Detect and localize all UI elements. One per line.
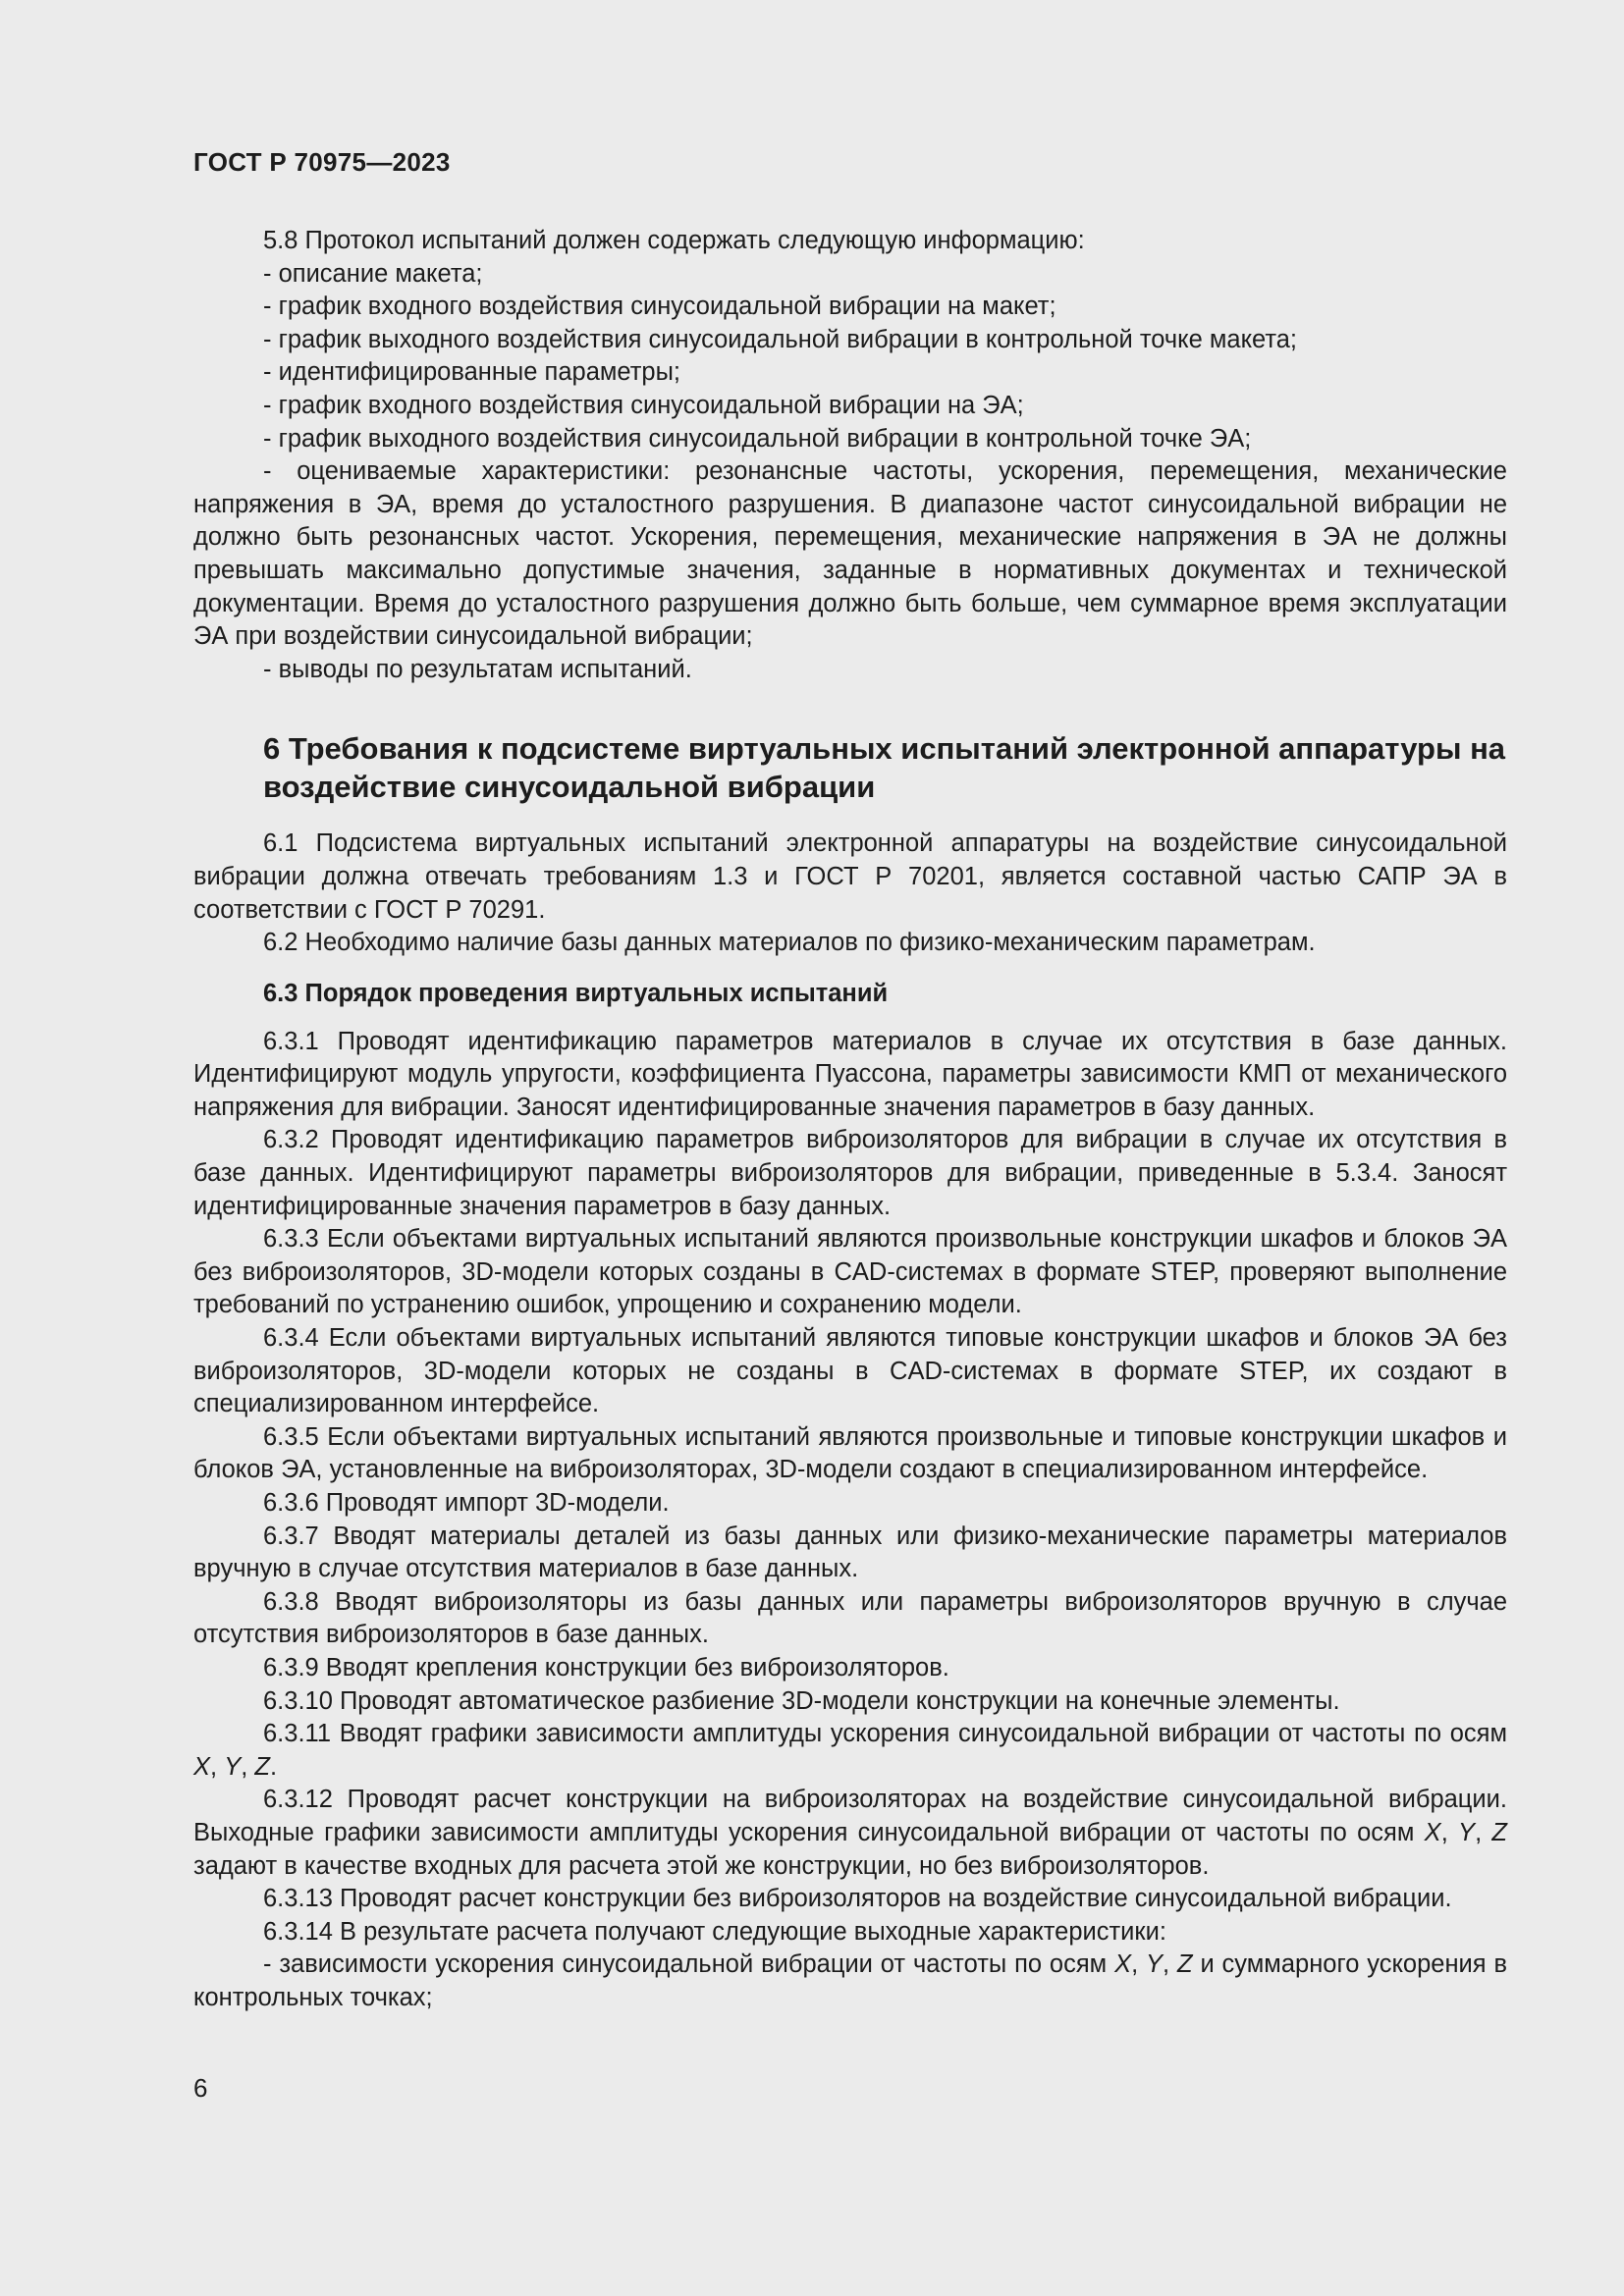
- separator: ,: [1440, 1818, 1459, 1846]
- list-item: - график входного воздействия синусоидальной вибрации на макет;: [263, 293, 1056, 321]
- separator: ,: [1131, 1950, 1147, 1979]
- paragraph-6-3-4: 6.3.4 Если объектами виртуальных испытаний являются типовые конструкции шкафов и блоков ЭА без виброизоляторов, 3D-модели которых не созданы в CAD-системах в формате STEP, их создают в специализированном интерфейсе.: [193, 1324, 1507, 1418]
- axis-x: X: [1114, 1950, 1132, 1979]
- period: .: [269, 1752, 278, 1781]
- paragraph-6-3-12-tail: задают в качестве входных для расчета этой же конструкции, но без виброизоляторов.: [193, 1851, 1210, 1880]
- separator: ,: [210, 1752, 225, 1781]
- list-item: - выводы по результатам испытаний.: [263, 655, 692, 683]
- paragraph-6-3-8: 6.3.8 Вводят виброизоляторы из базы данных или параметры виброизоляторов вручную в случае отсутствия виброизоляторов в базе данных.: [193, 1587, 1507, 1649]
- paragraph-6-3-10: 6.3.10 Проводят автоматическое разбиение 3D-модели конструкции на конечные элементы.: [263, 1686, 1340, 1715]
- list-item: - оцениваемые характеристики: резонансные частоты, ускорения, перемещения, механические напряжения в ЭА, время до усталостного разрушения. В диапазоне частот синусоидальной вибрации не должно быть резонансных частот. Ускорения, перемещения, механические напряжения в ЭА не должны превышать максимально допустимые значения, заданные в нормативных документах и технической документации. Время до усталостного разрушения должно быть больше, чем суммарное время эксплуатации ЭА при воздействии синусоидальной вибрации;: [193, 457, 1507, 651]
- axis-x: X: [193, 1752, 211, 1781]
- list-item: - график выходного воздействия синусоидальной вибрации в контрольной точке ЭА;: [263, 424, 1252, 453]
- list-item: - описание макета;: [263, 259, 483, 288]
- paragraph-6-3-6: 6.3.6 Проводят импорт 3D-модели.: [263, 1489, 670, 1517]
- paragraph-5-8: 5.8 Протокол испытаний должен содержать следующую информацию:: [263, 227, 1085, 254]
- paragraph-6-3-7: 6.3.7 Вводят материалы деталей из базы данных или физико-механические параметры материалов вручную в случае отсутствия материалов в базе данных.: [193, 1522, 1507, 1583]
- list-item: - идентифицированные параметры;: [263, 358, 681, 387]
- paragraph-6-2: 6.2 Необходимо наличие базы данных материалов по физико-механическим параметрам.: [263, 929, 1316, 957]
- subsection-6-3-heading: 6.3 Порядок проведения виртуальных испытаний: [263, 979, 889, 1007]
- paragraph-6-3-9: 6.3.9 Вводят крепления конструкции без виброизоляторов.: [263, 1653, 949, 1682]
- axis-z: Z: [254, 1752, 270, 1781]
- axis-y: Y: [1146, 1950, 1164, 1979]
- paragraph-6-1: 6.1 Подсистема виртуальных испытаний электронной аппаратуры на воздействие синусоидальной вибрации должна отвечать требованиям 1.3 и ГОСТ Р 70201, является составной частью САПР ЭА в соответствии с ГОСТ Р 70291.: [193, 829, 1507, 924]
- paragraph-6-3-3: 6.3.3 Если объектами виртуальных испытаний являются произвольные конструкции шкафов и блоков ЭА без виброизоляторов, 3D-модели которых созданы в CAD-системах в формате STEP, проверяют выполнение требований по устранению ошибок, упрощению и сохранению модели.: [193, 1225, 1507, 1319]
- list-item: - график выходного воздействия синусоидальной вибрации в контрольной точке макета;: [263, 325, 1298, 353]
- paragraph-6-3-12-text: 6.3.12 Проводят расчет конструкции на виброизоляторах на воздействие синусоидальной вибрации. Выходные графики зависимости амплитуды ускорения синусоидальной вибрации от частоты по осям: [193, 1786, 1507, 1846]
- document-body: [193, 225, 1507, 2015]
- separator: ,: [1163, 1950, 1177, 1979]
- list-item: - график входного воздействия синусоидальной вибрации на ЭА;: [263, 391, 1024, 419]
- axis-z: Z: [1177, 1950, 1193, 1979]
- list-item: [193, 1949, 1507, 2014]
- paragraph-6-3-13: 6.3.13 Проводят расчет конструкции без виброизоляторов на воздействие синусоидальной вибрации.: [263, 1885, 1452, 1913]
- separator: ,: [241, 1752, 255, 1781]
- paragraph-6-3-11-text: 6.3.11 Вводят графики зависимости амплитуды ускорения синусоидальной вибрации от частоты по осям: [263, 1720, 1507, 1748]
- paragraph-6-3-2: 6.3.2 Проводят идентификацию параметров виброизоляторов для вибрации в случае их отсутствия в базе данных. Идентифицируют параметры виброизоляторов для вибрации, приведенные в 5.3.4. Заносят идентифицированные значения параметров в базу данных.: [193, 1126, 1507, 1220]
- document-header: ГОСТ Р 70975—2023: [193, 147, 451, 177]
- list-item-tail: и суммарного ускорения в контрольных точках;: [193, 1950, 1507, 2011]
- axis-z: Z: [1491, 1818, 1507, 1846]
- paragraph-6-3-11: [193, 1718, 1507, 1784]
- page-number: 6: [193, 2073, 208, 2103]
- paragraph-6-3-12: [193, 1784, 1507, 1883]
- paragraph-6-3-5: 6.3.5 Если объектами виртуальных испытаний являются произвольные и типовые конструкции шкафов и блоков ЭА, установленные на виброизоляторах, 3D-модели создают в специализированном интерфейсе.: [193, 1422, 1507, 1484]
- axis-x: X: [1424, 1818, 1441, 1846]
- list-item-text: - зависимости ускорения синусоидальной вибрации от частоты по осям: [263, 1950, 1115, 1979]
- section-6-heading: 6 Требования к подсистеме виртуальных испытаний электронной аппаратуры на воздействие синусоидальной вибрации: [263, 731, 1506, 805]
- paragraph-6-3-1: 6.3.1 Проводят идентификацию параметров материалов в случае их отсутствия в базе данных. Идентифицируют модуль упругости, коэффициента Пуассона, параметры зависимости КМП от механического напряжения для вибрации. Заносят идентифицированные значения параметров в базу данных.: [193, 1027, 1507, 1121]
- paragraph-6-3-14: 6.3.14 В результате расчета получают следующие выходные характеристики:: [263, 1917, 1166, 1946]
- axis-y: Y: [1458, 1818, 1476, 1846]
- separator: ,: [1475, 1818, 1492, 1846]
- axis-y: Y: [224, 1752, 242, 1781]
